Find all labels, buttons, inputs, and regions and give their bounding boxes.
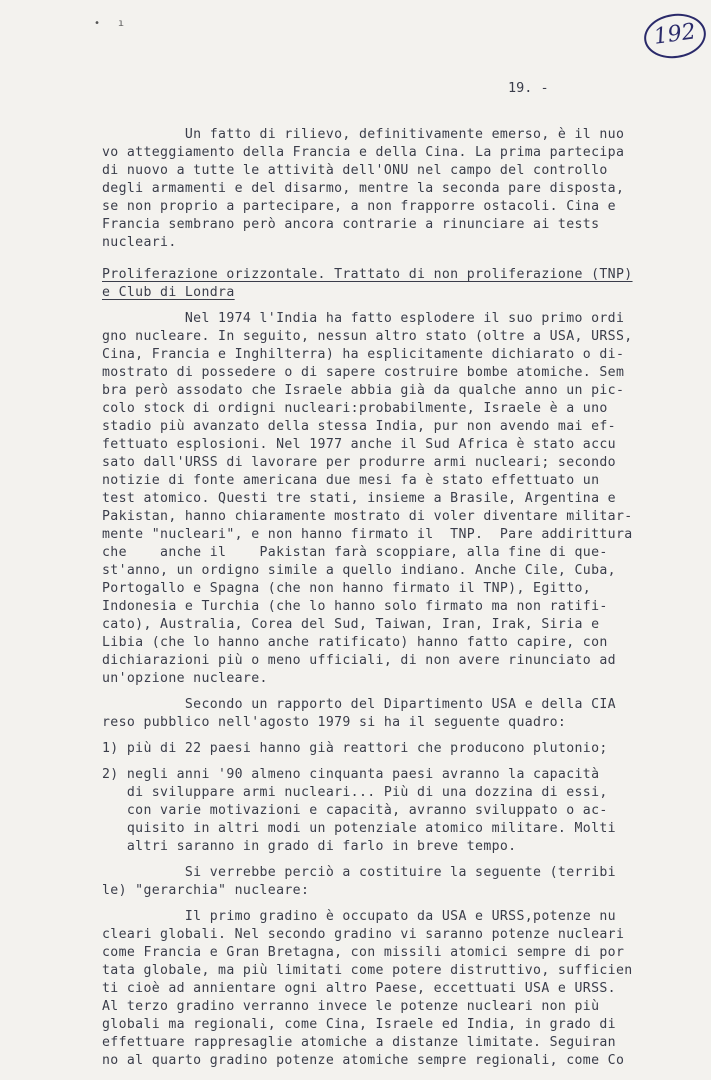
archive-stamp: 192	[641, 10, 709, 62]
text-line: cleari globali. Nel secondo gradino vi saranno potenze nucleari	[102, 927, 625, 942]
text-line: Pakistan, hanno chiaramente mostrato di voler diventare militar-	[102, 509, 633, 524]
text-line: le) "gerarchia" nucleare:	[102, 883, 310, 898]
text-line: Francia sembrano però ancora contrarie a rinunciare ai tests	[102, 217, 600, 232]
text-line: se non proprio a partecipare, a non frapporre ostacoli. Cina e	[102, 199, 616, 214]
text-line: nucleari.	[102, 235, 177, 250]
text-line: Un fatto di rilievo, definitivamente emerso, è il nuo	[102, 127, 625, 142]
text-line: di sviluppare armi nucleari... Più di una dozzina di essi,	[102, 785, 608, 800]
text-line: Libia (che lo hanno anche ratificato) hanno fatto capire, con	[102, 635, 608, 650]
text-line: reso pubblico nell'agosto 1979 si ha il seguente quadro:	[102, 715, 567, 730]
text-line: Al terzo gradino verranno invece le potenze nucleari non più	[102, 999, 600, 1014]
text-line: come Francia e Gran Bretagna, con missili atomici sempre di por	[102, 945, 625, 960]
text-line: stadio più avanzato della stessa India, pur non avendo mai ef-	[102, 419, 616, 434]
text-line: un'opzione nucleare.	[102, 671, 268, 686]
text-line: degli armamenti e del disarmo, mentre la seconda pare disposta,	[102, 181, 625, 196]
text-line: dichiarazioni più o meno ufficiali, di non avere rinunciato ad	[102, 653, 616, 668]
text-line: cato), Australia, Corea del Sud, Taiwan, Iran, Irak, Siria e	[102, 617, 600, 632]
punch-mark: ı	[118, 18, 125, 29]
text-line: 1) più di 22 paesi hanno già reattori che producono plutonio;	[102, 741, 608, 756]
text-line: Il primo gradino è occupato da USA e URSS,potenze nu	[102, 909, 616, 924]
text-line: ti cioè ad annientare ogni altro Paese, eccettuati USA e URSS.	[102, 981, 616, 996]
text-line: gno nucleare. In seguito, nessun altro stato (oltre a USA, URSS,	[102, 329, 633, 344]
text-line: Si verrebbe perciò a costituire la seguente (terribi	[102, 865, 616, 880]
text-line: Indonesia e Turchia (che lo hanno solo firmato ma non ratifi-	[102, 599, 608, 614]
text-line: no al quarto gradino potenze atomiche sempre regionali, come Co	[102, 1053, 625, 1068]
text-line: test atomico. Questi tre stati, insieme a Brasile, Argentina e	[102, 491, 616, 506]
text-line: quisito in altri modi un potenziale atomico militare. Molti	[102, 821, 616, 836]
text-line: Secondo un rapporto del Dipartimento USA e della CIA	[102, 697, 616, 712]
text-line: di nuovo a tutte le attività dell'ONU nel campo del controllo	[102, 163, 608, 178]
text-line: 2) negli anni '90 almeno cinquanta paesi avranno la capacità	[102, 767, 600, 782]
text-line: Cina, Francia e Inghilterra) ha esplicitamente dichiarato o di-	[102, 347, 625, 362]
text-line: con varie motivazioni e capacità, avranno sviluppato o ac-	[102, 803, 608, 818]
text-line: Portogallo e Spagna (che non hanno firmato il TNP), Egitto,	[102, 581, 592, 596]
text-line: mostrato di possedere o di sapere costruire bombe atomiche. Sem	[102, 365, 625, 380]
text-line: che anche il Pakistan farà scoppiare, alla fine di que-	[102, 545, 608, 560]
page-number: 19. -	[508, 80, 549, 96]
section-heading: e Club di Londra	[102, 285, 235, 300]
text-line: tata globale, ma più limitati come potere distruttivo, sufficien	[102, 963, 633, 978]
text-line: effettuare rappresaglie atomiche a distanze limitate. Seguiran	[102, 1035, 616, 1050]
text-line: bra però assodato che Israele abbia già da qualche anno un pic-	[102, 383, 625, 398]
text-line: colo stock di ordigni nucleari:probabilmente, Israele è a uno	[102, 401, 608, 416]
punch-mark: •	[94, 18, 101, 29]
text-line: st'anno, un ordigno simile a quello indiano. Anche Cile, Cuba,	[102, 563, 616, 578]
text-line: notizie di fonte americana due mesi fa è stato effettuato un	[102, 473, 600, 488]
text-line: globali ma regionali, come Cina, Israele ed India, in grado di	[102, 1017, 616, 1032]
text-line: sato dall'URSS di lavorare per produrre armi nucleari; secondo	[102, 455, 616, 470]
text-line: Nel 1974 l'India ha fatto esplodere il suo primo ordi	[102, 311, 625, 326]
text-line: altri saranno in grado di farlo in breve tempo.	[102, 839, 517, 854]
section-heading: Proliferazione orizzontale. Trattato di non proliferazione (TNP)	[102, 267, 633, 282]
text-line: vo atteggiamento della Francia e della Cina. La prima partecipa	[102, 145, 625, 160]
text-line: mente "nucleari", e non hanno firmato il TNP. Pare addirittura	[102, 527, 633, 542]
text-line: fettuato esplosioni. Nel 1977 anche il Sud Africa è stato accu	[102, 437, 616, 452]
